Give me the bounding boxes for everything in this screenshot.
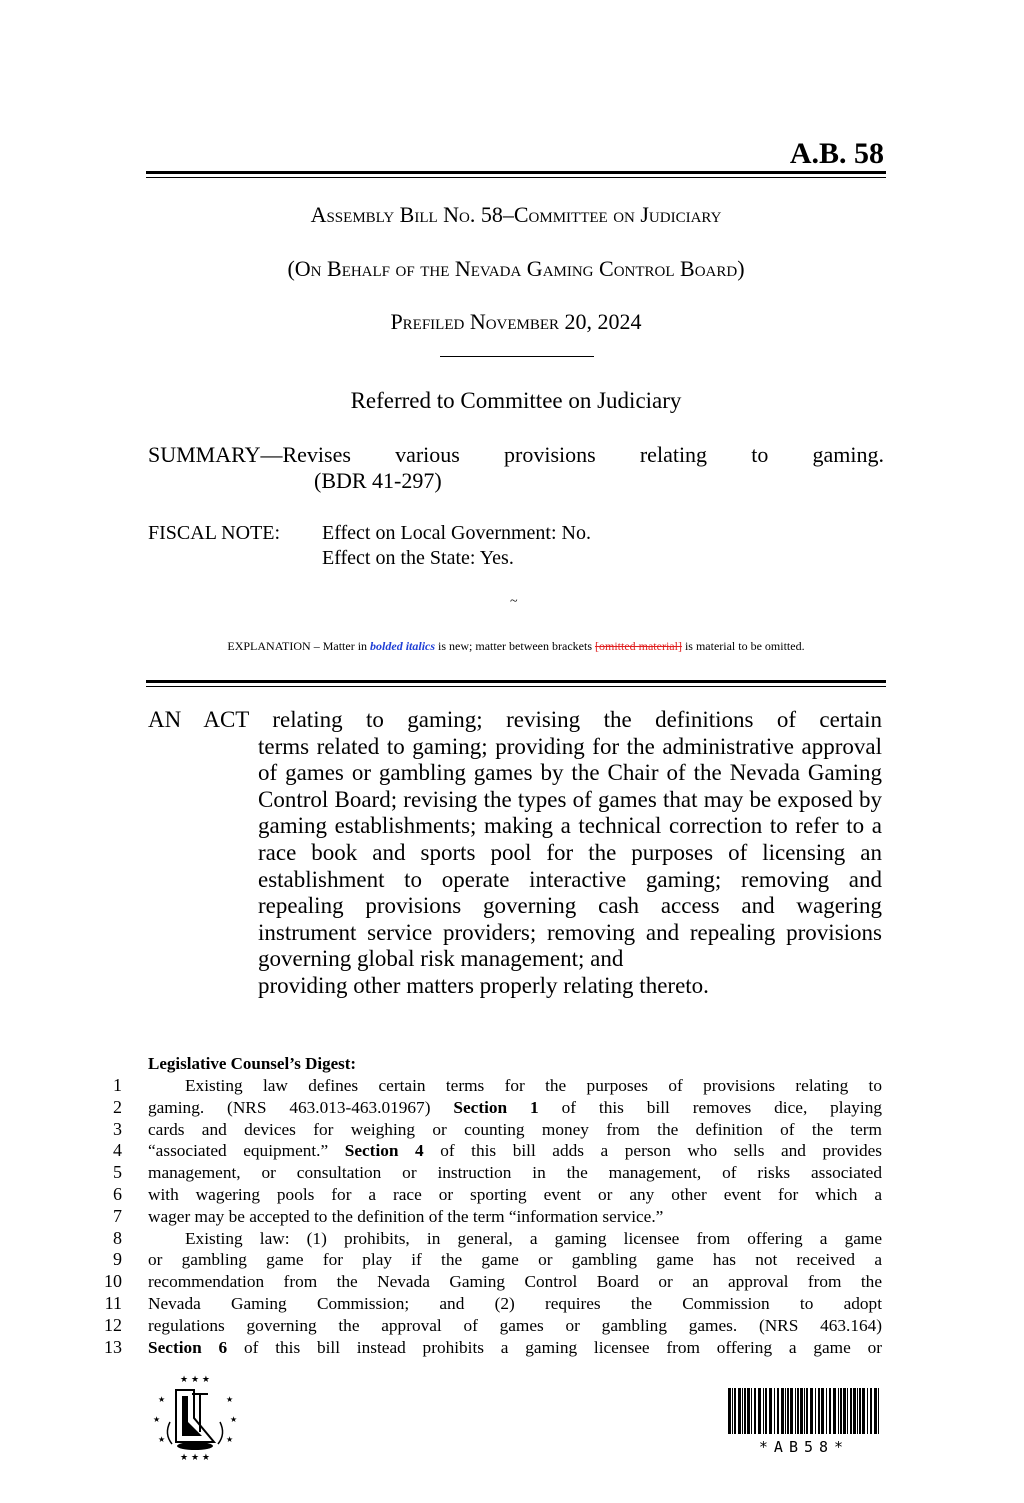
- line-number: 12: [104, 1314, 122, 1335]
- line-number: 2: [113, 1096, 122, 1117]
- section-mark: ~: [510, 594, 518, 609]
- act-body-text: terms related to gaming; providing for the administrative approval of games or gambling games by the Chair of the Nevada Gaming Control Board; revising the types of games that may be exposed by gaming establishments; making a technical correction to refer to a race book and sports pool for the purposes of licensing an establishment to operate interactive gaming; removing and repealing provisions governing cash access and wagering instrument service providers; removing and repealing provisions governing global risk management; and: [258, 733, 882, 972]
- bill-number: A.B. 58: [789, 137, 884, 170]
- digest-line: [100, 1140, 882, 1162]
- summary-word: Revises: [282, 442, 351, 467]
- digest-line: [100, 1228, 882, 1250]
- digest-line-text: Section 6 of this bill instead prohibits a gaming licensee from offering a game or: [148, 1337, 882, 1357]
- summary-word: relating: [639, 442, 708, 467]
- line-number: 7: [113, 1205, 122, 1226]
- digest-line: [100, 1249, 882, 1271]
- digest-line: [100, 1119, 882, 1141]
- fiscal-local: Effect on Local Government: No.: [322, 522, 591, 544]
- act-first-line: AN ACT relating to gaming; revising the definitions of certain: [148, 707, 882, 732]
- svg-text:★: ★: [158, 1435, 166, 1444]
- digest-line-text: management, or consultation or instruction in the management, of risks associated: [148, 1163, 882, 1183]
- explanation: [146, 639, 886, 654]
- act-body: [148, 734, 882, 1000]
- digest-line-text: Existing law: (1) prohibits, in general, a gaming licensee from offering a game: [185, 1228, 882, 1248]
- explanation-prefix: EXPLANATION – Matter in: [227, 639, 371, 653]
- svg-text:★ ★ ★: ★ ★ ★: [180, 1453, 210, 1462]
- digest-line-text: or gambling game for play if the game or gambling game has not received a: [148, 1250, 882, 1270]
- digest-title: Legislative Counsel’s Digest:: [148, 1054, 357, 1073]
- digest-line: [100, 1293, 882, 1315]
- digest-line: [100, 1162, 882, 1184]
- explanation-new: bolded italics: [370, 639, 436, 653]
- digest-line: [100, 1315, 882, 1337]
- svg-text:★: ★: [226, 1435, 234, 1444]
- summary-word: gaming.: [812, 442, 884, 467]
- svg-text:★: ★: [226, 1395, 234, 1404]
- barcode-icon: [728, 1388, 880, 1434]
- fiscal-state: Effect on the State: Yes.: [322, 547, 514, 569]
- nevada-seal-icon: [150, 1372, 240, 1462]
- barcode-text: *AB58*: [758, 1438, 850, 1456]
- header-double-rule: [146, 171, 886, 178]
- bill-sponsor: (On Behalf of the Nevada Gaming Control Board): [287, 256, 745, 281]
- digest-line: [100, 1097, 882, 1119]
- line-number: 5: [113, 1162, 122, 1183]
- digest-line-text: recommendation from the Nevada Gaming Control Board or an approval from the: [148, 1272, 882, 1292]
- digest-line-text: Existing law defines certain terms for the purposes of provisions relating to: [185, 1076, 882, 1095]
- line-number: 9: [113, 1249, 122, 1270]
- fiscal-note: [148, 521, 591, 571]
- digest-line: [100, 1206, 882, 1228]
- summary: [148, 442, 884, 494]
- summary-line: [148, 442, 884, 468]
- prefiled-date: Prefiled November 20, 2024: [390, 309, 642, 334]
- digest: [100, 1075, 882, 1358]
- line-number: 1: [113, 1075, 122, 1095]
- svg-text:★ ★ ★: ★ ★ ★: [180, 1375, 210, 1385]
- bill-title: Assembly Bill No. 58–Committee on Judiciary: [310, 202, 722, 227]
- digest-line-text: cards and devices for weighing or counting money from the definition of the term: [148, 1119, 882, 1139]
- summary-word: various: [395, 442, 460, 467]
- line-number: 3: [113, 1118, 122, 1139]
- svg-text:★: ★: [153, 1415, 161, 1424]
- section-double-rule: [146, 680, 886, 687]
- digest-line: [100, 1075, 882, 1097]
- title-divider: [440, 356, 594, 357]
- line-number: 8: [113, 1227, 122, 1248]
- fiscal-note-label: FISCAL NOTE:: [148, 522, 281, 544]
- digest-line-text: with wagering pools for a race or sporting event or any other event for which a: [148, 1184, 882, 1204]
- summary-label: SUMMARY—: [148, 442, 283, 467]
- act-last-line: providing other matters properly relating thereto.: [258, 972, 709, 998]
- line-number: 6: [113, 1183, 122, 1204]
- line-number: 11: [104, 1292, 122, 1313]
- explanation-omitted: [omitted material]: [594, 639, 682, 653]
- digest-line-text: gaming. (NRS 463.013-463.01967) Section 1 of this bill removes dice, playing: [148, 1097, 883, 1117]
- digest-line-text: Nevada Gaming Commission; and (2) requires the Commission to adopt: [148, 1293, 882, 1313]
- svg-text:★: ★: [158, 1395, 166, 1404]
- committee-referral: Referred to Committee on Judiciary: [350, 388, 682, 413]
- summary-bdr: (BDR 41-297): [314, 468, 442, 493]
- act-title: [148, 707, 882, 1000]
- digest-line: [100, 1271, 882, 1293]
- digest-line-text: “associated equipment.” Section 4 of this bill adds a person who sells and provides: [148, 1141, 882, 1161]
- line-number: 13: [104, 1336, 122, 1357]
- line-number: 4: [113, 1140, 122, 1161]
- digest-line: [100, 1184, 882, 1206]
- svg-text:★: ★: [230, 1415, 238, 1424]
- digest-line-text: regulations governing the approval of games or gambling games. (NRS 463.164): [148, 1315, 882, 1335]
- summary-lead: [148, 442, 351, 468]
- summary-word: provisions: [504, 442, 596, 467]
- explanation-suffix: is material to be omitted.: [681, 639, 805, 653]
- summary-word: to: [751, 442, 769, 467]
- explanation-middle: is new; matter between brackets: [435, 639, 595, 653]
- digest-line-text: wager may be accepted to the definition of the term “information service.”: [148, 1206, 664, 1226]
- digest-line: [100, 1337, 882, 1359]
- line-number: 10: [104, 1271, 122, 1292]
